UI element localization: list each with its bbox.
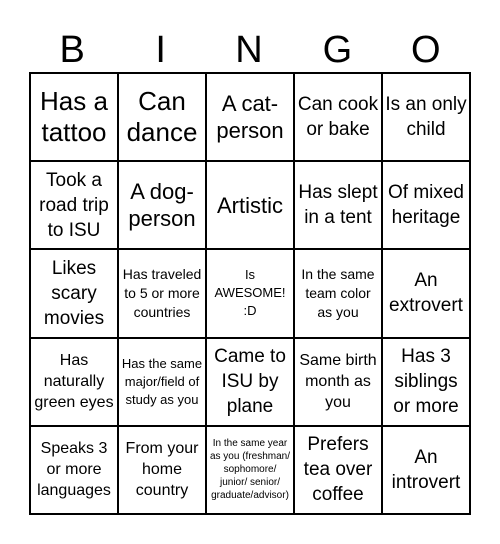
- bingo-cell[interactable]: [206, 161, 294, 249]
- cell-text: Same birth month as you: [299, 352, 377, 412]
- bingo-cell[interactable]: [30, 426, 118, 514]
- bingo-cell[interactable]: [30, 73, 118, 161]
- bingo-cell[interactable]: [382, 338, 470, 426]
- bingo-cell[interactable]: [118, 249, 206, 337]
- header-letter-i: I: [155, 29, 166, 71]
- cell-text: Has 3 siblings or more: [393, 346, 459, 418]
- cell-text: Came to ISU by plane: [214, 346, 286, 418]
- cell-text: Took a road trip to ISU: [39, 169, 109, 241]
- bingo-cell[interactable]: [294, 338, 382, 426]
- cell-text: An extrovert: [389, 270, 463, 317]
- bingo-cell[interactable]: [294, 73, 382, 161]
- bingo-cell[interactable]: [30, 338, 118, 426]
- cell-text: Has the same major/field of study as you: [121, 355, 203, 407]
- header-letter-b: B: [59, 29, 85, 71]
- bingo-cell[interactable]: [382, 249, 470, 337]
- cell-text: Likes scary movies: [43, 257, 105, 329]
- cell-text: Has slept in a tent: [298, 182, 378, 229]
- cell-text: In the same year as you (freshman/ sophomore/ junior/ senior/ graduate/advisor): [209, 438, 291, 502]
- bingo-header: [28, 28, 470, 72]
- cell-text: Prefers tea over coffee: [303, 434, 373, 506]
- cell-text: Has traveled to 5 or more countries: [122, 265, 202, 320]
- bingo-cell[interactable]: [294, 249, 382, 337]
- cell-text: A cat-person: [216, 91, 284, 144]
- bingo-cell[interactable]: [30, 249, 118, 337]
- bingo-cell[interactable]: [118, 73, 206, 161]
- cell-text: In the same team color as you: [301, 265, 375, 320]
- bingo-grid: [29, 72, 471, 515]
- cell-text: Can cook or bake: [297, 94, 379, 141]
- cell-text: Of mixed heritage: [387, 182, 465, 229]
- cell-text: Speaks 3 or more languages: [37, 440, 111, 500]
- bingo-cell[interactable]: [118, 161, 206, 249]
- bingo-cell[interactable]: [382, 73, 470, 161]
- header-letter-g: G: [322, 29, 353, 71]
- bingo-cell[interactable]: [382, 426, 470, 514]
- cell-text: Is an only child: [385, 94, 467, 141]
- bingo-cell[interactable]: [294, 161, 382, 249]
- cell-text: Can dance: [126, 86, 198, 148]
- header-letter-n: N: [235, 29, 263, 71]
- bingo-free-space[interactable]: [206, 249, 294, 337]
- bingo-cell[interactable]: [294, 426, 382, 514]
- bingo-cell[interactable]: [206, 426, 294, 514]
- cell-text: Is AWESOME! :D: [214, 267, 286, 319]
- cell-text: From your home country: [125, 440, 199, 500]
- header-letter-o: O: [411, 29, 441, 71]
- bingo-cell[interactable]: [30, 161, 118, 249]
- cell-text: Has a tattoo: [40, 86, 108, 148]
- bingo-cell[interactable]: [118, 338, 206, 426]
- cell-text: A dog-person: [128, 179, 196, 232]
- bingo-cell[interactable]: [206, 73, 294, 161]
- bingo-cell[interactable]: [382, 161, 470, 249]
- cell-text: Has naturally green eyes: [34, 352, 114, 412]
- cell-text: Artistic: [217, 192, 283, 218]
- cell-text: An introvert: [391, 446, 461, 493]
- bingo-cell[interactable]: [118, 426, 206, 514]
- bingo-cell[interactable]: [206, 338, 294, 426]
